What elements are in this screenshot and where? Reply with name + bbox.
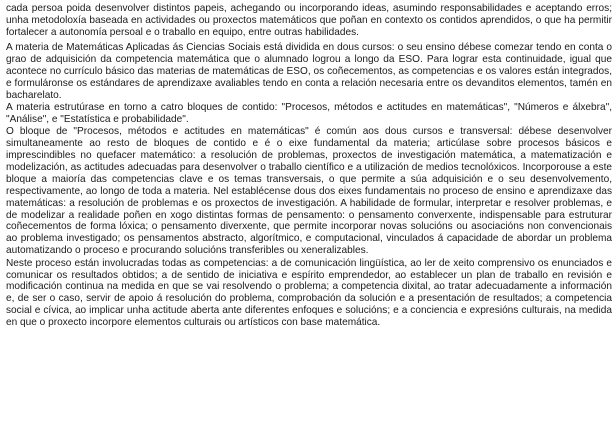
paragraph-processes-block: O bloque de "Procesos, métodos e actitudes en matemáticas" é común aos dous cursos e transversal: débese desenvolver simultaneamente ao resto de bloques de contido e é o eixe fundamental da materia; articúlase sobre procesos básicos e imprescindibles no quefacer matemático: a resolución de problemas, proxectos de investigación matemática, a matematización e modelización, as actitudes adecuadas para desenvolver o traballo científico e a utilización de medios tecnolóxicos. Incorporouse a este bloque a maioría das competencias clave e os temas transversais, o que permite a súa adquisición e o seu desenvolvemento, respectivamente, ao longo de toda a materia. Nel establécense dous dos eixes fundamentais no proceso de ensino e aprendizaxe das matemáticas: a resolución de problemas e os proxectos de investigación. A habilidade de formular, interpretar e resolver problemas, e de modelizar a realidade poñen en xogo distintas formas de pensamento: o pensamento converxente, indispensable para estruturar coñecementos de forma lóxica; o pensamento diverxente, que permite incorporar novas solucións ou asociacións non convencionais ao problema investigado; os pensamentos abstracto, algorítmico, e computacional, vinculados á capacidade de abordar un problema automatizando o proceso e procurando solucións transferibles ou xeneralizables. (6, 126, 612, 257)
paragraph-competences: Neste proceso están involucradas todas as competencias: a de comunicación lingüística, ao ler de xeito comprensivo os enunciados e comunicar os resultados obtidos; a de sentido de iniciativa e espírito emprendedor, ao establecer un plan de traballo en revisión e modificación continua na medida en que se vai resolvendo o problema; a competencia dixital, ao tratar adecuadamente a información e, de ser o caso, servir de apoio á resolución do problema, comprobación da solución e a presentación de resultados; a competencia social e cívica, ao implicar unha actitude aberta ante diferentes enfoques e solucións; e a conciencia e expresións culturais, na medida en que o proxecto incorpore elementos culturais ou artísticos con base matemática. (6, 257, 612, 329)
document-body (6, 3, 612, 329)
paragraph-methodology: cada persoa poida desenvolver distintos papeis, achegando ou incorporando ideas, asumindo responsabilidades e aceptando erros; unha metodoloxía baseada en actividades ou proxectos matemáticos que poñan en contexto os contidos aprendidos, o que ha permitir fortalecer a autonomía persoal e o traballo en equipo, entre outras habilidades. (6, 3, 612, 38)
paragraph-course-structure: A materia de Matemáticas Aplicadas ás Ciencias Sociais está dividida en dous cursos: o seu ensino débese comezar tendo en conta o grao de adquisición da competencia matemática que o alumnado logrou a longo da ESO. Para lograr esta continuidade, igual que acontece no currículo básico das materias de matemáticas de ESO, os coñecementos, as competencias e os valores están integrados, e formuláronse os estándares de aprendizaxe avaliables tendo en conta a relación necesaria entre os devanditos elementos, tamén en bacharelato. (6, 42, 612, 101)
paragraph-content-blocks: A materia estrutúrase en torno a catro bloques de contido: "Procesos, métodos e actitudes en matemáticas", "Números e álxebra", "Análise", e "Estatística e probabilidade". (6, 102, 612, 125)
